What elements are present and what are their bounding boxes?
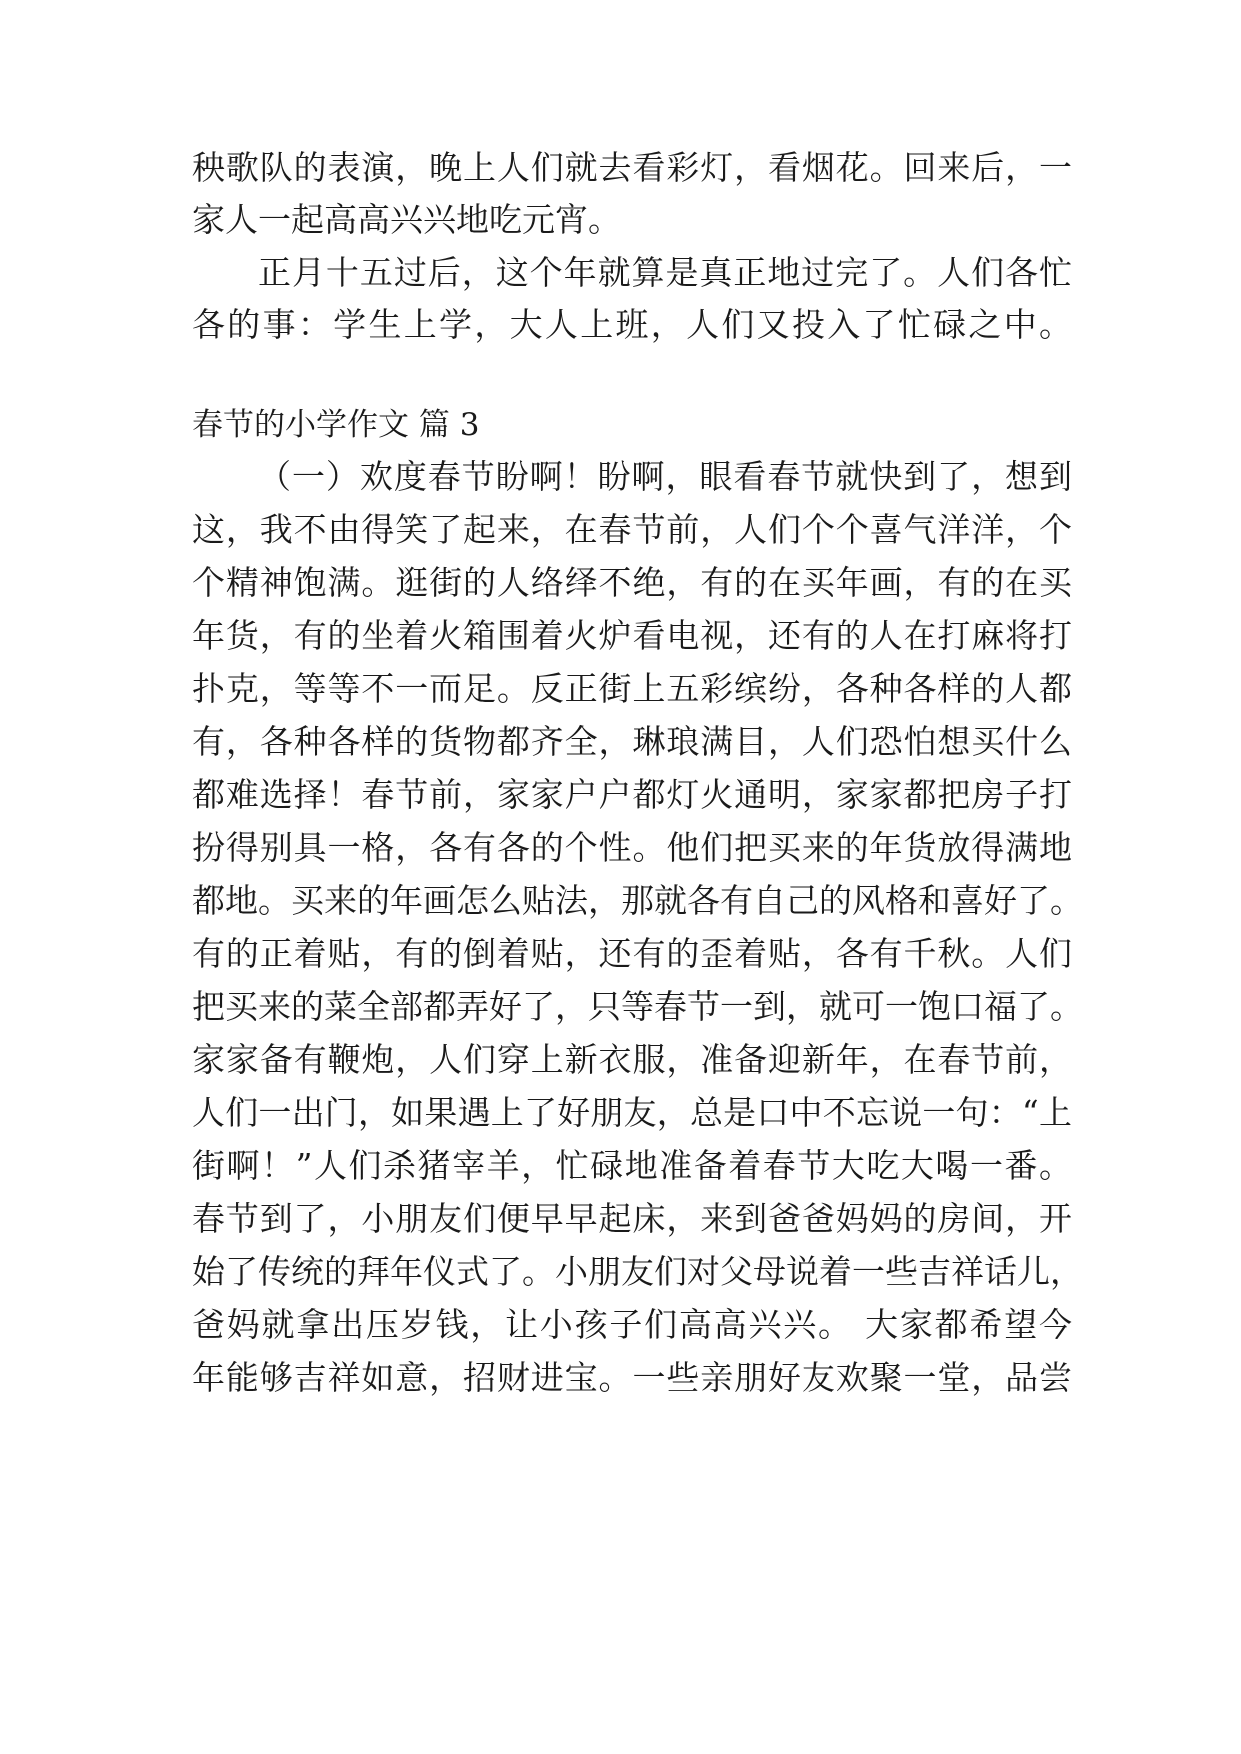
- text-line: 年能够吉祥如意，招财进宝。一些亲朋好友欢聚一堂，品尝: [192, 1358, 1072, 1397]
- text-line: 个精神饱满。逛街的人络绎不绝，有的在买年画，有的在买: [192, 563, 1072, 602]
- text-line: 人们一出门，如果遇上了好朋友，总是口中不忘说一句：“上: [192, 1093, 1072, 1132]
- text-line: 扮得别具一格，各有各的个性。他们把买来的年货放得满地: [192, 828, 1072, 867]
- text-line: 扑克，等等不一而足。反正街上五彩缤纷，各种各样的人都: [192, 669, 1072, 708]
- text-line: 春节到了，小朋友们便早早起床，来到爸爸妈妈的房间，开: [192, 1199, 1072, 1238]
- text-line: （一）欢度春节盼啊！盼啊，眼看春节就快到了，想到: [258, 457, 1072, 496]
- text-line: 家人一起高高兴兴地吃元宵。: [192, 200, 621, 239]
- text-line: 年货，有的坐着火箱围着火炉看电视，还有的人在打麻将打: [192, 616, 1072, 655]
- text-line: 始了传统的拜年仪式了。小朋友们对父母说着一些吉祥话儿，: [192, 1252, 1083, 1291]
- text-line: 各的事：学生上学，大人上班，人们又投入了忙碌之中。: [192, 305, 1072, 344]
- text-line: 秧歌队的表演，晚上人们就去看彩灯，看烟花。回来后，一: [192, 148, 1072, 187]
- text-line: 正月十五过后，这个年就算是真正地过完了。人们各忙: [258, 253, 1072, 292]
- text-line: 都难选择！春节前，家家户户都灯火通明，家家都把房子打: [192, 775, 1072, 814]
- text-line: 把买来的菜全部都弄好了，只等春节一到，就可一饱口福了。: [192, 987, 1083, 1026]
- text-line: 街啊！”人们杀猪宰羊，忙碌地准备着春节大吃大喝一番。: [192, 1146, 1072, 1185]
- text-line: 有的正着贴，有的倒着贴，还有的歪着贴，各有千秋。人们: [192, 934, 1072, 973]
- text-line: 有，各种各样的货物都齐全，琳琅满目，人们恐怕想买什么: [192, 722, 1072, 761]
- text-line: 家家备有鞭炮，人们穿上新衣服，准备迎新年，在春节前，: [192, 1040, 1072, 1079]
- text-line: 爸妈就拿出压岁钱，让小孩子们高高兴兴。 大家都希望今: [192, 1305, 1072, 1344]
- text-line: 都地。买来的年画怎么贴法，那就各有自己的风格和喜好了。: [192, 881, 1083, 920]
- section-heading: 春节的小学作文 篇 3: [192, 407, 480, 443]
- text-line: 这，我不由得笑了起来，在春节前，人们个个喜气洋洋，个: [192, 510, 1072, 549]
